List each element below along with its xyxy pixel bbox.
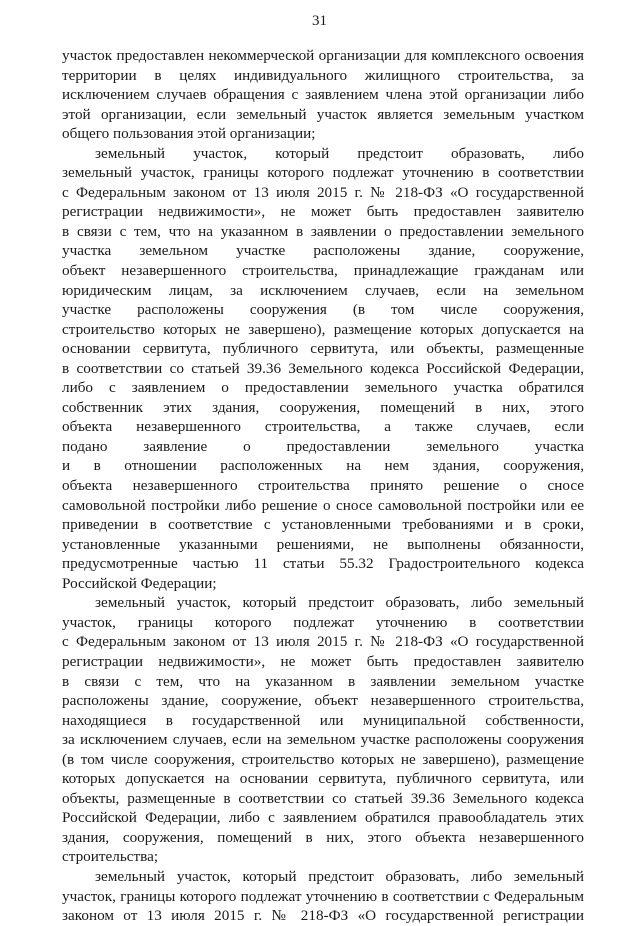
text-line: основании сервитута, публичного сервитута, или объекты, размещенные <box>62 340 584 358</box>
text-line: самовольной постройки либо решение о сносе самовольной постройки или ее <box>62 496 584 514</box>
text-line: объекта незавершенного строительства принято решение о сносе <box>62 477 584 495</box>
text-line: юридическим лицам, за исключением случаев, если на земельном <box>62 281 584 299</box>
text-line: этой организации, если земельный участок является земельным участком <box>62 105 584 123</box>
page-number: 31 <box>312 13 327 29</box>
text-line: объекта незавершенного строительства, а также случаев, если <box>62 418 584 436</box>
text-line: собственник этих здания, сооружения, помещений в них, этого <box>62 398 584 416</box>
text-line: регистрации недвижимости», не может быть предоставлен заявителю <box>62 652 584 670</box>
document-body <box>62 46 584 926</box>
text-line: строительства; <box>62 848 159 866</box>
text-line: расположены здание, сооружение, объект незавершенного строительства, <box>62 692 584 710</box>
text-line: установленные указанными решениями, не выполнены обязанности, <box>62 535 584 553</box>
text-line: Российской Федерации, либо с заявлением обратился правообладатель этих <box>62 809 584 827</box>
text-line: территории в целях индивидуального жилищного строительства, за <box>62 66 584 84</box>
text-line: общего пользования этой организации; <box>62 125 316 143</box>
text-line: подано заявление о предоставлении земельного участка <box>62 437 584 455</box>
text-line: участок предоставлен некоммерческой организации для комплексного освоения <box>62 47 584 64</box>
text-line: участок, границы которого подлежат уточнению в соответствии с Федеральным <box>62 887 584 905</box>
text-line: объект незавершенного строительства, принадлежащие гражданам или <box>62 262 584 280</box>
text-line: которых допускается на основании сервитута, публичного сервитута, или <box>62 770 584 788</box>
text-line: участка земельном участке расположены здание, сооружение, <box>62 242 584 260</box>
text-line: объекты, размещенные в соответствии со статьей 39.36 Земельного кодекса <box>62 789 584 807</box>
text-line: Российской Федерации; <box>62 574 217 592</box>
text-line: участке расположены сооружения (в том числе сооружения, <box>62 301 584 319</box>
text-line: участок, границы которого подлежат уточнению в соответствии <box>62 613 584 631</box>
text-line: земельный участок, который предстоит образовать, либо <box>95 144 584 162</box>
text-line: и в отношении расположенных на нем здания, сооружения, <box>62 457 584 475</box>
text-line: исключением случаев обращения с заявлением члена этой организации либо <box>62 86 584 104</box>
text-line: с Федеральным законом от 13 июля 2015 г. № 218-ФЗ «О государственной <box>62 183 584 201</box>
text-line: в соответствии со статьей 39.36 Земельного кодекса Российской Федерации, <box>62 359 584 377</box>
text-line: строительство которых не завершено), размещение которых допускается на <box>62 320 584 338</box>
text-line: в связи с тем, что на указанном в заявлении земельном участке <box>62 672 584 690</box>
text-line: земельный участок, границы которого подлежат уточнению в соответствии <box>62 164 584 182</box>
text-line: за исключением случаев, если на земельном участке расположены сооружения <box>62 731 584 749</box>
text-line: законом от 13 июля 2015 г. № 218-ФЗ «О государственной регистрации <box>62 907 584 925</box>
text-line: предусмотренные частью 11 статьи 55.32 Градостроительного кодекса <box>62 555 584 573</box>
text-line: с Федеральным законом от 13 июля 2015 г. № 218-ФЗ «О государственной <box>62 633 584 651</box>
text-line: регистрации недвижимости», не может быть предоставлен заявителю <box>62 203 584 221</box>
text-line: либо с заявлением о предоставлении земельного участка обратился <box>62 379 584 397</box>
text-line: в связи с тем, что на указанном в заявлении о предоставлении земельного <box>62 222 584 240</box>
text-line: приведении в соответствие с установленными требованиями и в сроки, <box>62 516 584 534</box>
text-line: земельный участок, который предстоит образовать, либо земельный <box>95 594 584 612</box>
text-line: здания, сооружения, помещений в них, этого объекта незавершенного <box>62 828 584 846</box>
text-line: (в том числе сооружения, строительство которых не завершено), размещение <box>62 750 584 768</box>
text-line: земельный участок, который предстоит образовать, либо земельный <box>95 867 584 885</box>
text-line: находящиеся в государственной или муниципальной собственности, <box>62 711 584 729</box>
